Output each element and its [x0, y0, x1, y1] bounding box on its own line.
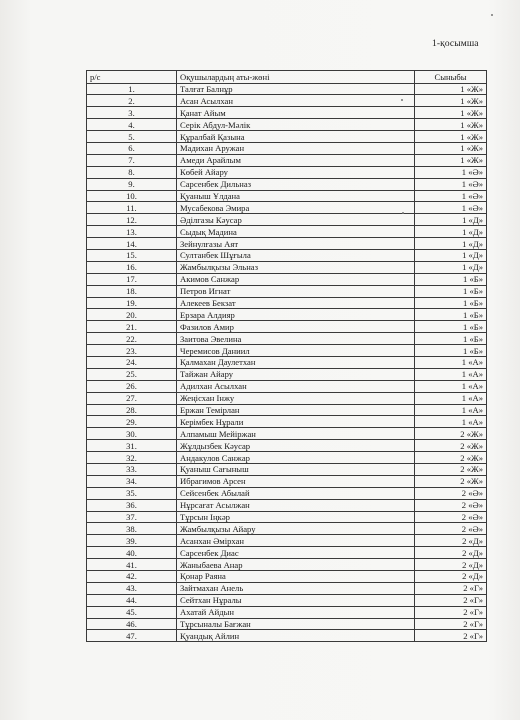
row-number: 21. — [87, 321, 177, 333]
student-name: Сарсенбек Диас — [177, 547, 415, 559]
table-row — [87, 178, 487, 190]
row-number: 37. — [87, 511, 177, 523]
student-name: Қонар Раяна — [177, 571, 415, 583]
row-number: 16. — [87, 261, 177, 273]
table-row — [87, 238, 487, 250]
student-grade: 1 «Ж» — [415, 131, 487, 143]
student-grade: 1 «Д» — [415, 214, 487, 226]
row-number: 23. — [87, 345, 177, 357]
table-row — [87, 261, 487, 273]
table-body — [87, 83, 487, 642]
row-number: 36. — [87, 499, 177, 511]
row-number: 18. — [87, 285, 177, 297]
table-row — [87, 356, 487, 368]
student-roster-table — [86, 70, 487, 642]
row-number: 11. — [87, 202, 177, 214]
table-row — [87, 154, 487, 166]
row-number: 25. — [87, 368, 177, 380]
table-row — [87, 559, 487, 571]
student-name: Құралбай Қазына — [177, 131, 415, 143]
student-name: Сыдық Мадина — [177, 226, 415, 238]
table-row — [87, 249, 487, 261]
student-grade: 2 «Ә» — [415, 523, 487, 535]
column-header-name: Оқушылардың аты-жөні — [177, 71, 415, 84]
student-grade: 2 «Д» — [415, 535, 487, 547]
student-grade: 2 «Ә» — [415, 499, 487, 511]
row-number: 17. — [87, 273, 177, 285]
table-row — [87, 166, 487, 178]
table-row — [87, 523, 487, 535]
table-row — [87, 547, 487, 559]
student-grade: 2 «Г» — [415, 594, 487, 606]
row-number: 31. — [87, 440, 177, 452]
student-grade: 1 «Б» — [415, 309, 487, 321]
student-name: Черемисов Даниил — [177, 345, 415, 357]
student-name: Ерзара Алдияр — [177, 309, 415, 321]
row-number: 22. — [87, 333, 177, 345]
student-name: Әділгазы Кәусар — [177, 214, 415, 226]
table-row — [87, 107, 487, 119]
student-grade: 1 «Б» — [415, 285, 487, 297]
student-grade: 1 «А» — [415, 380, 487, 392]
student-grade: 1 «А» — [415, 356, 487, 368]
student-grade: 2 «Г» — [415, 606, 487, 618]
table-row — [87, 273, 487, 285]
student-name: Ибрагимов Арсен — [177, 475, 415, 487]
student-grade: 1 «Ж» — [415, 107, 487, 119]
student-grade: 2 «Ж» — [415, 475, 487, 487]
student-name: Тайжан Айару — [177, 368, 415, 380]
student-name: Нұрсағат Асылжан — [177, 499, 415, 511]
table-row — [87, 452, 487, 464]
student-name: Алекеев Бекзат — [177, 297, 415, 309]
row-number: 39. — [87, 535, 177, 547]
row-number: 43. — [87, 582, 177, 594]
student-grade: 2 «Д» — [415, 571, 487, 583]
appendix-label: 1-қосымша — [432, 39, 479, 49]
student-name: Жамбылқызы Айару — [177, 523, 415, 535]
student-grade: 2 «Ә» — [415, 511, 487, 523]
row-number: 13. — [87, 226, 177, 238]
scan-speck — [402, 212, 404, 214]
student-grade: 1 «Ж» — [415, 95, 487, 107]
student-grade: 2 «Ж» — [415, 452, 487, 464]
table-row — [87, 475, 487, 487]
student-grade: 2 «Ж» — [415, 464, 487, 476]
row-number: 27. — [87, 392, 177, 404]
row-number: 30. — [87, 428, 177, 440]
row-number: 3. — [87, 107, 177, 119]
table-row — [87, 380, 487, 392]
student-name: Ержан Темірлан — [177, 404, 415, 416]
student-name: Зайтмахан Анель — [177, 582, 415, 594]
student-name: Андакулов Санжар — [177, 452, 415, 464]
table-row — [87, 404, 487, 416]
table-row — [87, 630, 487, 642]
row-number: 7. — [87, 154, 177, 166]
student-name: Сейсенбек Абылай — [177, 487, 415, 499]
student-name: Амеди Арайлым — [177, 154, 415, 166]
row-number: 28. — [87, 404, 177, 416]
row-number: 5. — [87, 131, 177, 143]
row-number: 6. — [87, 142, 177, 154]
student-name: Асан Асылхан — [177, 95, 415, 107]
row-number: 34. — [87, 475, 177, 487]
column-header-grade: Сыныбы — [415, 71, 487, 84]
student-name: Қалмахан Даулетхан — [177, 356, 415, 368]
row-number: 2. — [87, 95, 177, 107]
row-number: 4. — [87, 119, 177, 131]
table-row — [87, 606, 487, 618]
student-grade: 1 «Ж» — [415, 142, 487, 154]
student-name: Жамбылқызы Эльназ — [177, 261, 415, 273]
row-number: 8. — [87, 166, 177, 178]
table-row — [87, 345, 487, 357]
row-number: 20. — [87, 309, 177, 321]
student-grade: 2 «Ә» — [415, 487, 487, 499]
student-grade: 1 «Ж» — [415, 119, 487, 131]
student-grade: 1 «Б» — [415, 273, 487, 285]
table-row — [87, 618, 487, 630]
student-grade: 1 «Д» — [415, 238, 487, 250]
student-grade: 1 «А» — [415, 416, 487, 428]
table-row — [87, 202, 487, 214]
row-number: 9. — [87, 178, 177, 190]
row-number: 26. — [87, 380, 177, 392]
student-name: Асанхан Әмірхан — [177, 535, 415, 547]
student-name: Фазилов Амир — [177, 321, 415, 333]
row-number: 32. — [87, 452, 177, 464]
student-name: Мадихан Аружан — [177, 142, 415, 154]
student-name: Жұлдызбек Кәусар — [177, 440, 415, 452]
student-name: Талғат Балнұр — [177, 83, 415, 95]
student-grade: 1 «Б» — [415, 333, 487, 345]
student-grade: 1 «Ә» — [415, 178, 487, 190]
row-number: 15. — [87, 249, 177, 261]
table-row — [87, 142, 487, 154]
student-name: Алпамыш Мейіржан — [177, 428, 415, 440]
row-number: 14. — [87, 238, 177, 250]
student-grade: 2 «Г» — [415, 582, 487, 594]
row-number: 41. — [87, 559, 177, 571]
student-grade: 2 «Д» — [415, 547, 487, 559]
student-grade: 2 «Ж» — [415, 440, 487, 452]
student-grade: 1 «Ә» — [415, 190, 487, 202]
row-number: 1. — [87, 83, 177, 95]
student-name: Керімбек Нұрали — [177, 416, 415, 428]
student-name: Жаныбаева Анар — [177, 559, 415, 571]
row-number: 12. — [87, 214, 177, 226]
student-grade: 2 «Г» — [415, 630, 487, 642]
student-name: Тұрсыналы Бағжан — [177, 618, 415, 630]
student-name: Заитова Эвелина — [177, 333, 415, 345]
student-grade: 2 «Г» — [415, 618, 487, 630]
row-number: 46. — [87, 618, 177, 630]
table-row — [87, 226, 487, 238]
student-name: Көбей Айару — [177, 166, 415, 178]
student-name: Акимов Санжар — [177, 273, 415, 285]
student-name: Қуаныш Сағыныш — [177, 464, 415, 476]
table-row — [87, 333, 487, 345]
row-number: 33. — [87, 464, 177, 476]
student-grade: 1 «А» — [415, 392, 487, 404]
table-row — [87, 499, 487, 511]
student-grade: 1 «Ә» — [415, 166, 487, 178]
table-row — [87, 285, 487, 297]
table-row — [87, 119, 487, 131]
table-row — [87, 440, 487, 452]
table-row — [87, 83, 487, 95]
student-name: Қуаныш Ұлдана — [177, 190, 415, 202]
row-number: 35. — [87, 487, 177, 499]
row-number: 38. — [87, 523, 177, 535]
table-header-row — [87, 71, 487, 84]
student-grade: 1 «А» — [415, 368, 487, 380]
row-number: 44. — [87, 594, 177, 606]
row-number: 19. — [87, 297, 177, 309]
table-row — [87, 571, 487, 583]
student-name: Зейнулғазы Аят — [177, 238, 415, 250]
row-number: 24. — [87, 356, 177, 368]
student-grade: 1 «Б» — [415, 345, 487, 357]
student-grade: 1 «Ә» — [415, 202, 487, 214]
row-number: 10. — [87, 190, 177, 202]
student-name: Тұрсын Іңкәр — [177, 511, 415, 523]
student-grade: 1 «Д» — [415, 261, 487, 273]
student-name: Мусабекова Эмира — [177, 202, 415, 214]
student-grade: 1 «Ж» — [415, 83, 487, 95]
scan-speck — [401, 99, 403, 101]
student-grade: 2 «Ж» — [415, 428, 487, 440]
table-row — [87, 487, 487, 499]
table-row — [87, 464, 487, 476]
row-number: 40. — [87, 547, 177, 559]
student-name: Серік Абдул-Мәлік — [177, 119, 415, 131]
student-grade: 1 «Д» — [415, 249, 487, 261]
student-name: Султанбек Шұғыла — [177, 249, 415, 261]
scan-speck — [491, 14, 493, 16]
student-grade: 1 «Б» — [415, 321, 487, 333]
table-row — [87, 190, 487, 202]
table-row — [87, 95, 487, 107]
student-name: Жеңісхан Інжу — [177, 392, 415, 404]
student-name: Адилхан Асылхан — [177, 380, 415, 392]
student-grade: 1 «Б» — [415, 297, 487, 309]
table-row — [87, 582, 487, 594]
table-row — [87, 309, 487, 321]
table-row — [87, 321, 487, 333]
table-row — [87, 368, 487, 380]
student-name: Петров Игнат — [177, 285, 415, 297]
student-grade: 1 «А» — [415, 404, 487, 416]
table-row — [87, 297, 487, 309]
student-grade: 2 «Д» — [415, 559, 487, 571]
table-row — [87, 511, 487, 523]
table-row — [87, 214, 487, 226]
student-grade: 1 «Д» — [415, 226, 487, 238]
table-row — [87, 535, 487, 547]
table-row — [87, 428, 487, 440]
table-row — [87, 392, 487, 404]
row-number: 45. — [87, 606, 177, 618]
student-name: Ахатай Айдын — [177, 606, 415, 618]
row-number: 47. — [87, 630, 177, 642]
student-name: Сарсенбек Дильназ — [177, 178, 415, 190]
row-number: 29. — [87, 416, 177, 428]
student-name: Қанат Айым — [177, 107, 415, 119]
student-name: Сейтхан Нұралы — [177, 594, 415, 606]
row-number: 42. — [87, 571, 177, 583]
student-grade: 1 «Ж» — [415, 154, 487, 166]
table-row — [87, 416, 487, 428]
table-row — [87, 131, 487, 143]
table-row — [87, 594, 487, 606]
student-name: Қуандық Айлин — [177, 630, 415, 642]
column-header-number: р/с — [87, 71, 177, 84]
